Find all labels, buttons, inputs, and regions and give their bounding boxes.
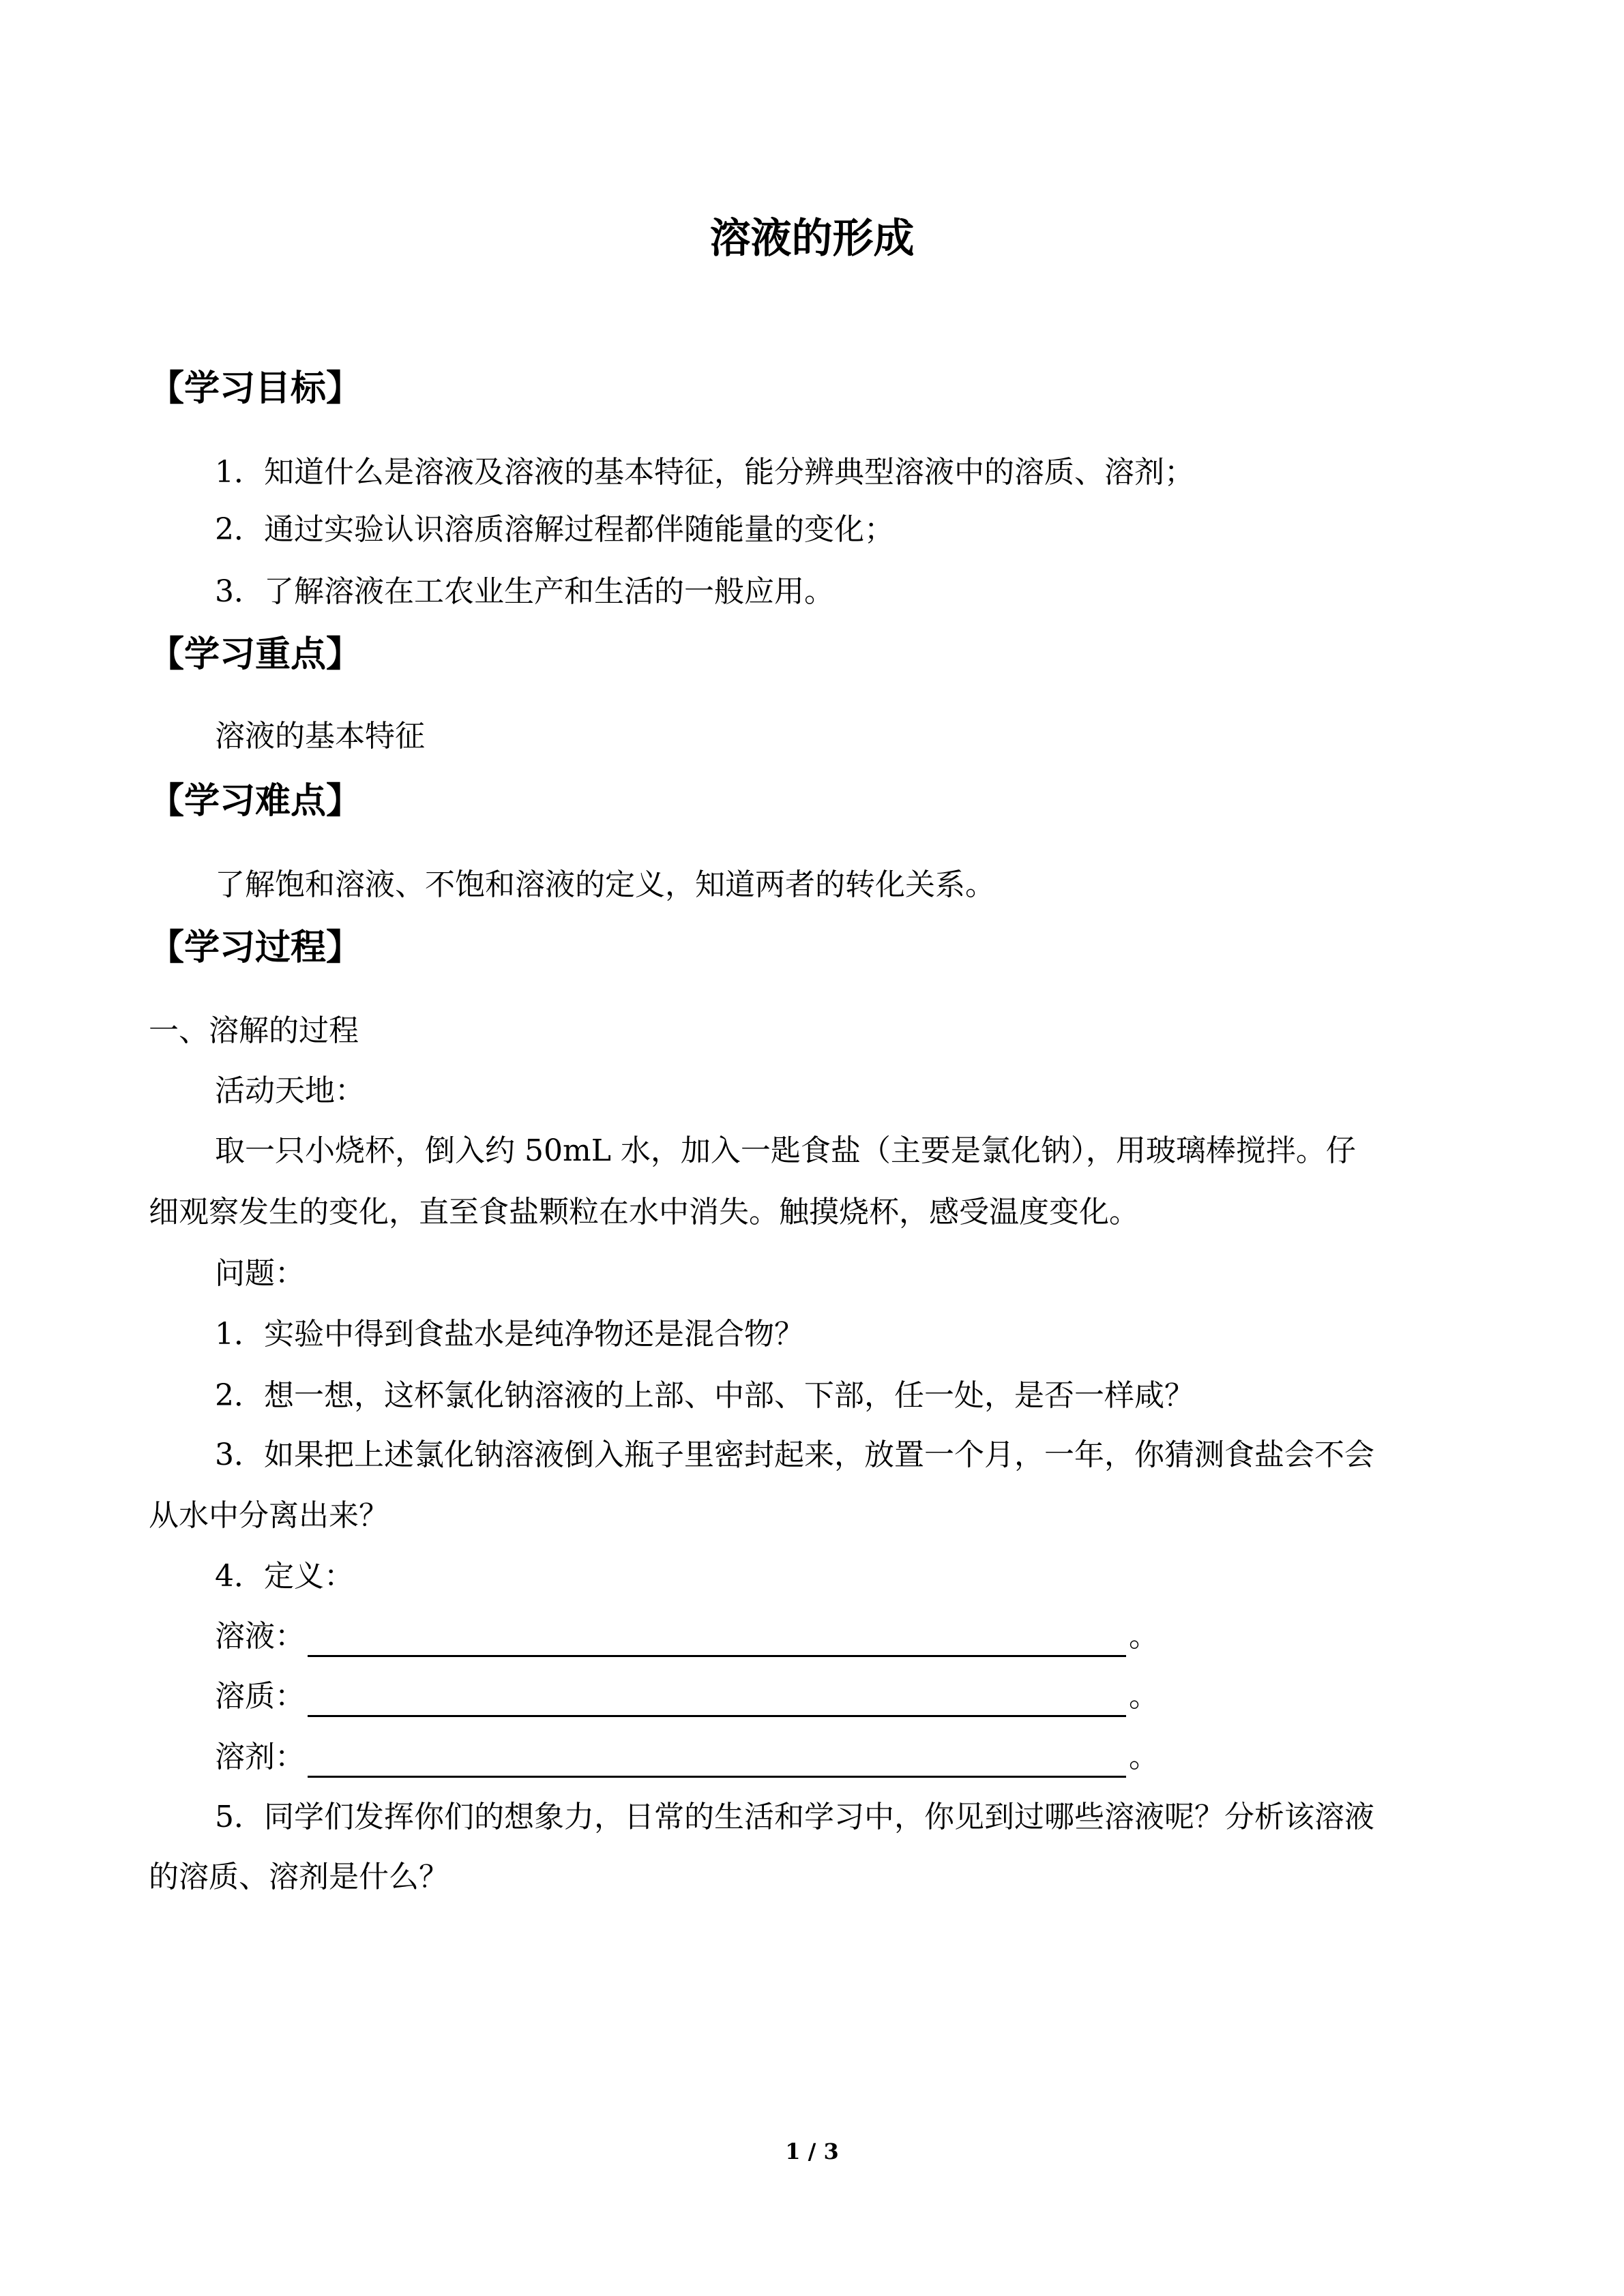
page-title: 溶液的形成	[709, 215, 915, 263]
definition-solute-period: 。	[1129, 1679, 1159, 1714]
part1-title: 一、溶解的过程	[149, 1013, 359, 1048]
question-5-line1: 5．同学们发挥你们的想象力，日常的生活和学习中，你见到过哪些溶液呢？分析该溶液	[215, 1800, 1374, 1834]
question-4: 4．定义：	[215, 1559, 354, 1594]
definition-solution-blank[interactable]	[308, 1622, 1126, 1657]
difficulties-text: 了解饱和溶液、不饱和溶液的定义，知道两者的转化关系。	[215, 867, 995, 902]
definition-solute-row	[215, 1676, 1159, 1717]
difficulties-heading: 【学习难点】	[149, 781, 362, 822]
activity-label: 活动天地：	[215, 1073, 365, 1108]
question-3-line1: 3．如果把上述氯化钠溶液倒入瓶子里密封起来，放置一个月，一年，你猜测食盐会不会	[215, 1437, 1374, 1472]
definition-solvent-blank[interactable]	[308, 1743, 1126, 1778]
activity-text-line2: 细观察发生的变化，直至食盐颗粒在水中消失。触摸烧杯，感受温度变化。	[149, 1195, 1139, 1229]
definition-solvent-label: 溶剂：	[215, 1740, 305, 1774]
page-number: 1 / 3	[785, 2138, 839, 2164]
definition-solution-period: 。	[1129, 1619, 1159, 1654]
question-1: 1．实验中得到食盐水是纯净物还是混合物？	[215, 1317, 804, 1352]
process-heading: 【学习过程】	[149, 927, 362, 968]
definition-solvent-row	[215, 1737, 1159, 1778]
question-3-line2: 从水中分离出来？	[149, 1498, 389, 1533]
definition-solution-label: 溶液：	[215, 1619, 305, 1654]
objectives-heading: 【学习目标】	[149, 368, 362, 409]
question-5-line2: 的溶质、溶剂是什么？	[149, 1860, 449, 1894]
questions-label: 问题：	[215, 1256, 305, 1291]
definition-solute-label: 溶质：	[215, 1679, 305, 1714]
objective-item-3: 3．了解溶液在工农业生产和生活的一般应用。	[215, 574, 834, 609]
definition-solvent-period: 。	[1129, 1740, 1159, 1774]
key-points-text: 溶液的基本特征	[215, 719, 425, 754]
objective-item-2: 2．通过实验认识溶质溶解过程都伴随能量的变化；	[215, 512, 894, 547]
key-points-heading: 【学习重点】	[149, 634, 362, 675]
definition-solution-row	[215, 1616, 1159, 1657]
definition-solute-blank[interactable]	[308, 1682, 1126, 1717]
question-2: 2．想一想，这杯氯化钠溶液的上部、中部、下部，任一处，是否一样咸？	[215, 1378, 1194, 1413]
activity-text-line1: 取一只小烧杯，倒入约 50mL 水，加入一匙食盐（主要是氯化钠），用玻璃棒搅拌。仔	[215, 1133, 1356, 1168]
objective-item-1: 1．知道什么是溶液及溶液的基本特征，能分辨典型溶液中的溶质、溶剂；	[215, 455, 1194, 490]
